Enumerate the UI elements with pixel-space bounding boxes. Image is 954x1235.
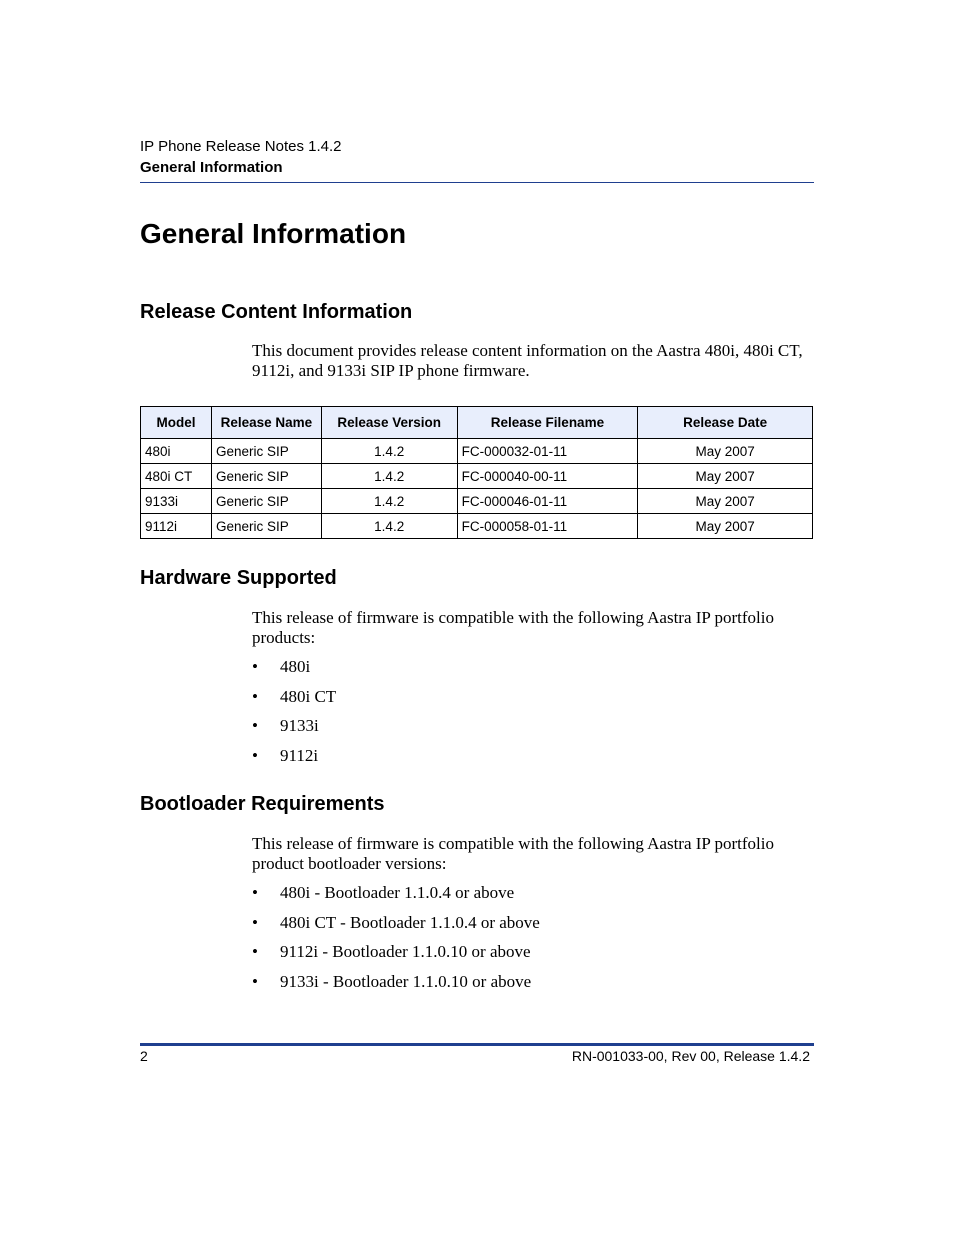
- list-item: [252, 657, 336, 687]
- cell-model: 9112i: [141, 514, 212, 539]
- bullet: •: [252, 657, 258, 676]
- section-title-hardware: Hardware Supported: [140, 567, 337, 589]
- list-item-text: 480i - Bootloader 1.1.0.4 or above: [280, 883, 515, 902]
- table-row: [141, 439, 813, 464]
- list-item-text: 480i: [280, 657, 311, 676]
- list-item: [252, 746, 336, 776]
- table-row: [141, 464, 813, 489]
- header-rule: [140, 182, 814, 183]
- bootloader-body: This release of firmware is compatible with the following Aastra IP portfolio product bootloader versions:: [252, 834, 774, 873]
- cell-release-name: Generic SIP: [211, 439, 321, 464]
- bullet: •: [252, 716, 258, 736]
- footer-rule: [140, 1043, 814, 1046]
- list-item: [252, 716, 336, 746]
- cell-release-filename: FC-000046-01-11: [457, 489, 638, 514]
- cell-release-version: 1.4.2: [321, 514, 457, 539]
- cell-release-name: Generic SIP: [211, 464, 321, 489]
- bullet: •: [252, 745, 258, 765]
- cell-release-filename: FC-000040-00-11: [457, 464, 638, 489]
- list-item: [252, 913, 540, 943]
- cell-release-name: Generic SIP: [211, 489, 321, 514]
- cell-release-date: May 2007: [638, 464, 813, 489]
- bootloader-list: [252, 883, 540, 1001]
- column-header-release-date: Release Date: [638, 407, 813, 439]
- list-item: [252, 972, 540, 1002]
- column-header-release-filename: Release Filename: [457, 407, 638, 439]
- bullet: •: [252, 686, 258, 706]
- cell-release-date: May 2007: [638, 489, 813, 514]
- running-header: [140, 136, 342, 178]
- list-item-text: 480i CT - Bootloader 1.1.0.4 or above: [280, 912, 540, 932]
- table-row: [141, 514, 813, 539]
- list-item-text: 9112i: [280, 745, 319, 765]
- bullet: •: [252, 942, 258, 962]
- cell-release-filename: FC-000058-01-11: [457, 514, 638, 539]
- list-item-text: 9112i - Bootloader 1.1.0.10 or above: [280, 942, 531, 962]
- running-header-doc-title: IP Phone Release Notes 1.4.2: [140, 138, 342, 155]
- cell-release-filename: FC-000032-01-11: [457, 439, 638, 464]
- list-item: [252, 883, 540, 913]
- list-item: [252, 687, 336, 717]
- list-item-text: 9133i - Bootloader 1.1.0.10 or above: [280, 971, 532, 991]
- document-reference: RN-001033-00, Rev 00, Release 1.4.2: [571, 1048, 810, 1064]
- page-title: General Information: [140, 218, 407, 249]
- cell-model: 480i: [141, 439, 212, 464]
- bullet: •: [252, 883, 258, 902]
- list-item-text: 9133i: [280, 716, 319, 736]
- list-item: [252, 942, 540, 972]
- cell-release-name: Generic SIP: [211, 514, 321, 539]
- section-title-bootloader: Bootloader Requirements: [140, 793, 385, 815]
- cell-release-version: 1.4.2: [321, 439, 457, 464]
- page-number: 2: [140, 1048, 148, 1064]
- section-title-release-content: Release Content Information: [140, 301, 413, 323]
- bullet: •: [252, 912, 258, 932]
- running-header-section: General Information: [140, 159, 283, 176]
- release-content-body: This document provides release content information on the Aastra 480i, 480i CT, 9112i, and 9133i SIP IP phone firmware.: [252, 341, 803, 380]
- list-item-text: 480i CT: [280, 686, 337, 706]
- release-table-header-row: [141, 407, 813, 439]
- bullet: •: [252, 971, 258, 991]
- column-header-model: Model: [141, 407, 212, 439]
- cell-release-date: May 2007: [638, 514, 813, 539]
- cell-release-version: 1.4.2: [321, 489, 457, 514]
- hardware-body: This release of firmware is compatible with the following Aastra IP portfolio products:: [252, 608, 774, 647]
- cell-release-date: May 2007: [638, 439, 813, 464]
- cell-release-version: 1.4.2: [321, 464, 457, 489]
- release-table: [140, 406, 813, 539]
- cell-model: 9133i: [141, 489, 212, 514]
- column-header-release-name: Release Name: [211, 407, 321, 439]
- column-header-release-version: Release Version: [321, 407, 457, 439]
- table-row: [141, 489, 813, 514]
- hardware-list: [252, 657, 336, 775]
- cell-model: 480i CT: [141, 464, 212, 489]
